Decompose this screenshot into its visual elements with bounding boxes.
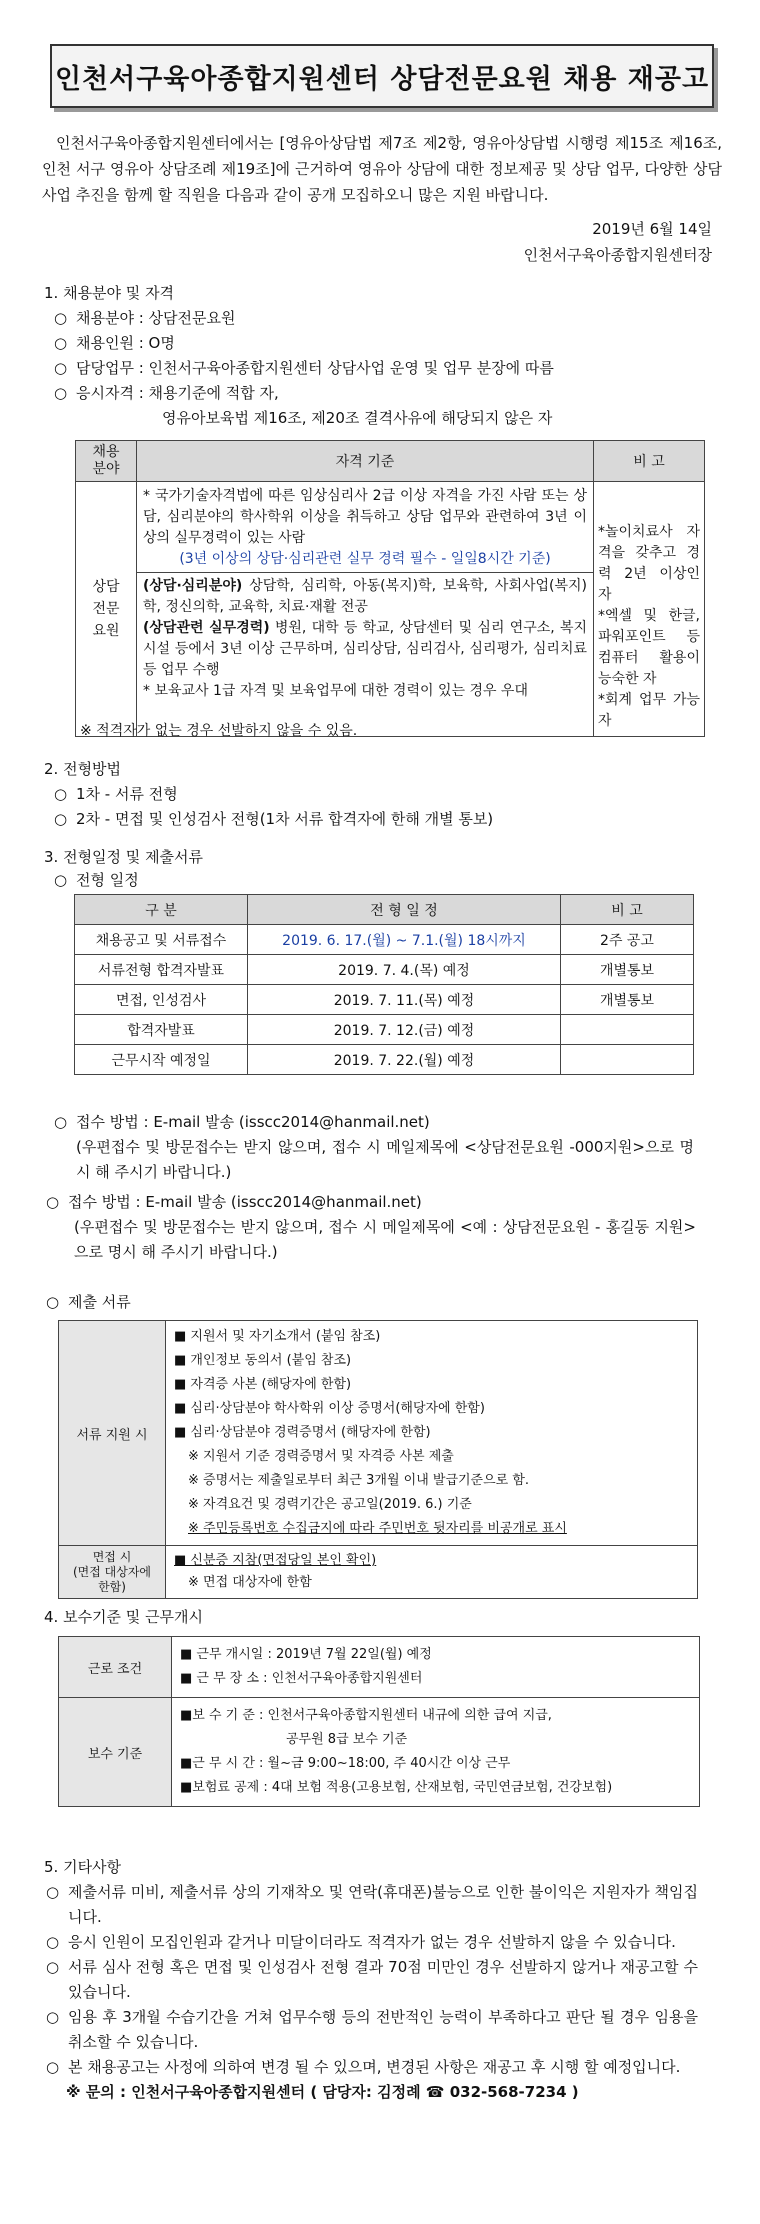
- doc-item: ■ 지원서 및 자기소개서 (붙임 참조): [174, 1329, 381, 1344]
- announce-date: 2019년 6월 14일: [592, 220, 712, 238]
- doc-item: ■ 심리·상담분야 학사학위 이상 증명서(해당자에 한함): [174, 1401, 485, 1416]
- remark-cell: [594, 482, 705, 737]
- table-row: [75, 925, 694, 955]
- list-item: [46, 1880, 698, 1930]
- schedule-cell: 2019. 7. 12.(금) 예정: [248, 1015, 561, 1045]
- bullet-icon: ○: [54, 785, 68, 803]
- docs-list: [166, 1321, 698, 1546]
- schedule-cell: 개별통보: [561, 955, 694, 985]
- section1-note: ※ 적격자가 없는 경우 선발하지 않을 수 있음.: [80, 723, 358, 739]
- section2-list: [54, 782, 493, 832]
- schedule-cell: 채용공고 및 서류접수: [75, 925, 248, 955]
- schedule-cell: 개별통보: [561, 985, 694, 1015]
- title-box: [50, 44, 714, 108]
- item-text: 서류 심사 전형 혹은 면접 및 인성검사 전형 결과 70점 미만인 경우 선발하지 않거나 재공고할 수 있습니다.: [68, 1958, 698, 2001]
- section5-list: [46, 1880, 698, 2105]
- bullet-icon: ○: [46, 1933, 60, 1951]
- remark: *놀이치료사 자격을 갖추고 경력 2년 이상인 자: [598, 524, 700, 603]
- table-row: [75, 1045, 694, 1075]
- bullet-icon: ○: [54, 309, 68, 327]
- criteria-note: (3년 이상의 상담·심리관련 실무 경력 필수 - 일일8시간 기준): [179, 551, 551, 567]
- list-item: [46, 2005, 698, 2055]
- bullet-icon: ○: [46, 1293, 60, 1311]
- pay-item: ■근 무 시 간 : 월~금 9:00~18:00, 주 40시간 이상 근무: [180, 1756, 511, 1771]
- list-item-continued: 영유아보육법 제16조, 제20조 결격사유에 해당되지 않은 자: [162, 409, 553, 427]
- interview-label: 면접 시 (면접 대상자에 한함): [59, 1546, 166, 1599]
- schedule-col: 비 고: [561, 895, 694, 925]
- qualification-table: [75, 440, 705, 737]
- field-cell: 상담 전문 요원: [76, 482, 137, 737]
- section2-heading: 2. 전형방법: [44, 760, 122, 778]
- schedule-cell: 2019. 7. 11.(목) 예정: [248, 985, 561, 1015]
- bullet-icon: ○: [46, 1958, 60, 1976]
- schedule-cell: [561, 1045, 694, 1075]
- section3-sub: [54, 868, 139, 893]
- item-text: 2차 - 면접 및 인성검사 전형(1차 서류 합격자에 한해 개별 통보): [76, 810, 494, 828]
- doc-note: ※ 자격요건 및 경력기간은 공고일(2019. 6.) 기준: [188, 1497, 472, 1512]
- section1-list: [54, 306, 554, 431]
- pay-label: 근로 조건: [59, 1637, 172, 1698]
- pay-item: ■ 근무 개시일 : 2019년 7월 22일(월) 예정: [180, 1647, 432, 1662]
- schedule-cell: 근무시작 예정일: [75, 1045, 248, 1075]
- issuer: 인천서구육아종합지원센터장: [523, 246, 712, 264]
- schedule-cell: 2019. 7. 22.(월) 예정: [248, 1045, 561, 1075]
- item-text: 응시 인원이 모집인원과 같거나 미달이더라도 적격자가 없는 경우 선발하지 않을 수 있습니다.: [68, 1933, 676, 1951]
- schedule-cell: 2019. 6. 17.(월) ~ 7.1.(월) 18시까지: [248, 925, 561, 955]
- bullet-icon: ○: [54, 1113, 68, 1131]
- date-block: [524, 216, 712, 268]
- schedule-cell: 서류전형 합격자발표: [75, 955, 248, 985]
- schedule-col: 전 형 일 정: [248, 895, 561, 925]
- list-item: [54, 356, 554, 381]
- bullet-icon: ○: [46, 2008, 60, 2026]
- criteria-text: 병원, 대학 등 학교, 상담센터 및 심리 연구소, 복지 시설 등에서 3년 이상 근무하며, 심리상담, 심리검사, 심리평가, 심리치료 등 업무 수행: [143, 620, 587, 678]
- item-text: 임용 후 3개월 수습기간을 거쳐 업무수행 등의 전반적인 능력이 부족하다고 판단 될 경우 임용을 취소할 수 있습니다.: [68, 2008, 698, 2051]
- sub-heading: 전형 일정: [76, 871, 139, 889]
- pay-content: [172, 1698, 700, 1807]
- list-item: [54, 306, 554, 331]
- apply-note: (우편접수 및 방문접수는 받지 않으며, 접수 시 메일제목에 <상담전문요원 -000지원>으로 명시 해 주시기 바랍니다.): [76, 1138, 694, 1181]
- criteria-label: (상담관련 실무경력): [143, 620, 270, 636]
- list-item: [46, 1955, 698, 2005]
- schedule-cell: 합격자발표: [75, 1015, 248, 1045]
- schedule-col: 구 분: [75, 895, 248, 925]
- pay-content: [172, 1637, 700, 1698]
- bullet-icon: ○: [54, 384, 68, 402]
- schedule-cell: [561, 1015, 694, 1045]
- doc-note: ※ 지원서 기준 경력증명서 및 자격증 사본 제출: [188, 1449, 454, 1464]
- criteria-text: 상담학, 심리학, 아동(복지)학, 보육학, 사회사업(복지)학, 정신의학, 교육학, 치료·재활 전공: [143, 578, 587, 615]
- apply-method-2: [46, 1190, 696, 1265]
- section5-heading: 5. 기타사항: [44, 1858, 122, 1876]
- bullet-icon: ○: [54, 334, 68, 352]
- interview-note: ※ 면접 대상자에 한함: [188, 1575, 312, 1590]
- schedule-cell: 2019. 7. 4.(목) 예정: [248, 955, 561, 985]
- criteria-main: * 국가기술자격법에 따른 임상심리사 2급 이상 자격을 가진 사람 또는 상담, 심리분야의 학사학위 이상을 취득하고 상담 업무와 관련하여 3년 이상의 실무경력이 있는 사람: [143, 488, 587, 546]
- intro-paragraph: 인천서구육아종합지원센터에서는 [영유아상담법 제7조 제2항, 영유아상담법 시행령 제15조 제16조, 인천 서구 영유아 상담조례 제19조]에 근거하여 영유아 상담에 대한 정보제공 및 상담 업무, 다양한 상담사업 추진을 함께 할 직원을 다음과 같이 공개 모집하오니 많은 지원 바랍니다.: [42, 134, 722, 204]
- docs-heading: [46, 1290, 131, 1315]
- bullet-icon: ○: [54, 871, 68, 889]
- section1-heading: 1. 채용분야 및 자격: [44, 284, 175, 302]
- bullet-icon: ○: [54, 359, 68, 377]
- interview-list: [166, 1546, 698, 1599]
- docs-label: 서류 지원 시: [59, 1321, 166, 1546]
- page-title: 인천서구육아종합지원센터 상담전문요원 채용 재공고: [54, 63, 710, 95]
- doc-note: ※ 주민등록번호 수집금지에 따라 주민번호 뒷자리를 비공개로 표시: [188, 1521, 567, 1536]
- pay-item: ■ 근 무 장 소 : 인천서구육아종합지원센터: [180, 1671, 423, 1686]
- interview-item: ■ 신분증 지참(면접당일 본인 확인): [174, 1553, 377, 1568]
- list-item: [46, 1930, 698, 1955]
- table-row: [75, 955, 694, 985]
- apply-note: (우편접수 및 방문접수는 받지 않으며, 접수 시 메일제목에 <예 : 상담전문요원 - 홍길동 지원>으로 명시 해 주시기 바랍니다.): [74, 1218, 696, 1261]
- item-text: 1차 - 서류 전형: [76, 785, 178, 803]
- sub-heading: 제출 서류: [68, 1293, 131, 1311]
- pay-item: 공무원 8급 보수 기준: [286, 1732, 408, 1747]
- criteria-label: (상담·심리분야): [143, 578, 243, 594]
- pay-item: ■보 수 기 준 : 인천서구육아종합지원센터 내규에 의한 급여 지급,: [180, 1708, 552, 1723]
- criteria-detail: [137, 572, 593, 705]
- apply-text: 접수 방법 : E-mail 발송 (isscc2014@hanmail.net): [68, 1193, 422, 1211]
- item-text: 채용분야 : 상담전문요원: [76, 309, 236, 327]
- item-text: 채용인원 : O명: [76, 334, 175, 352]
- remark: *엑셀 및 한글, 파워포인트 등 컴퓨터 활용이 능숙한 자: [598, 608, 700, 687]
- list-item: [54, 782, 493, 807]
- table-row: [75, 985, 694, 1015]
- item-text: 제출서류 미비, 제출서류 상의 기재착오 및 연락(휴대폰)불능으로 인한 불이익은 지원자가 책임집니다.: [68, 1883, 698, 1926]
- pay-table: [58, 1636, 700, 1807]
- doc-item: ■ 심리·상담분야 경력증명서 (해당자에 한함): [174, 1425, 431, 1440]
- section4-heading: 4. 보수기준 및 근무개시: [44, 1608, 204, 1626]
- col-criteria: 자격 기준: [137, 441, 594, 482]
- list-item: [54, 331, 554, 356]
- list-item: [46, 2055, 698, 2080]
- bullet-icon: ○: [46, 1883, 60, 1901]
- pay-item: ■보험료 공제 : 4대 보험 적용(고용보험, 산재보험, 국민연금보험, 건강보험): [180, 1780, 613, 1795]
- doc-note: ※ 증명서는 제출일로부터 최근 3개월 이내 발급기준으로 함.: [188, 1473, 530, 1488]
- bullet-icon: ○: [46, 2058, 60, 2076]
- item-text: 본 채용공고는 사정에 의하여 변경 될 수 있으며, 변경된 사항은 재공고 후 시행 할 예정입니다.: [68, 2058, 681, 2076]
- doc-item: ■ 개인정보 동의서 (붙임 참조): [174, 1353, 352, 1368]
- schedule-table: [74, 894, 694, 1075]
- documents-table: [58, 1320, 698, 1599]
- criteria-pref: * 보육교사 1급 자격 및 보육업무에 대한 경력이 있는 경우 우대: [143, 683, 528, 699]
- section3-heading: 3. 전형일정 및 제출서류: [44, 848, 204, 866]
- criteria-cell: [137, 482, 594, 737]
- bullet-icon: ○: [46, 1193, 60, 1211]
- doc-item: ■ 자격증 사본 (해당자에 한함): [174, 1377, 352, 1392]
- schedule-cell: 면접, 인성검사: [75, 985, 248, 1015]
- apply-text: 접수 방법 : E-mail 발송 (isscc2014@hanmail.net): [76, 1113, 430, 1131]
- item-text: 담당업무 : 인천서구육아종합지원센터 상담사업 운영 및 업무 분장에 따름: [76, 359, 554, 377]
- contact-line: ※ 문의 : 인천서구육아종합지원센터 ( 담당자: 김정례 ☎ 032-568-7234 ): [66, 2083, 579, 2101]
- bullet-icon: ○: [54, 810, 68, 828]
- list-item: [54, 807, 493, 832]
- schedule-cell: 2주 공고: [561, 925, 694, 955]
- list-item: [54, 381, 554, 406]
- table-row: [75, 1015, 694, 1045]
- pay-label: 보수 기준: [59, 1698, 172, 1807]
- remark: *회계 업무 가능자: [598, 692, 700, 729]
- apply-method-1: [54, 1110, 694, 1185]
- col-remark: 비 고: [594, 441, 705, 482]
- col-field: 채용 분야: [76, 441, 137, 482]
- item-text: 응시자격 : 채용기준에 적합 자,: [76, 384, 279, 402]
